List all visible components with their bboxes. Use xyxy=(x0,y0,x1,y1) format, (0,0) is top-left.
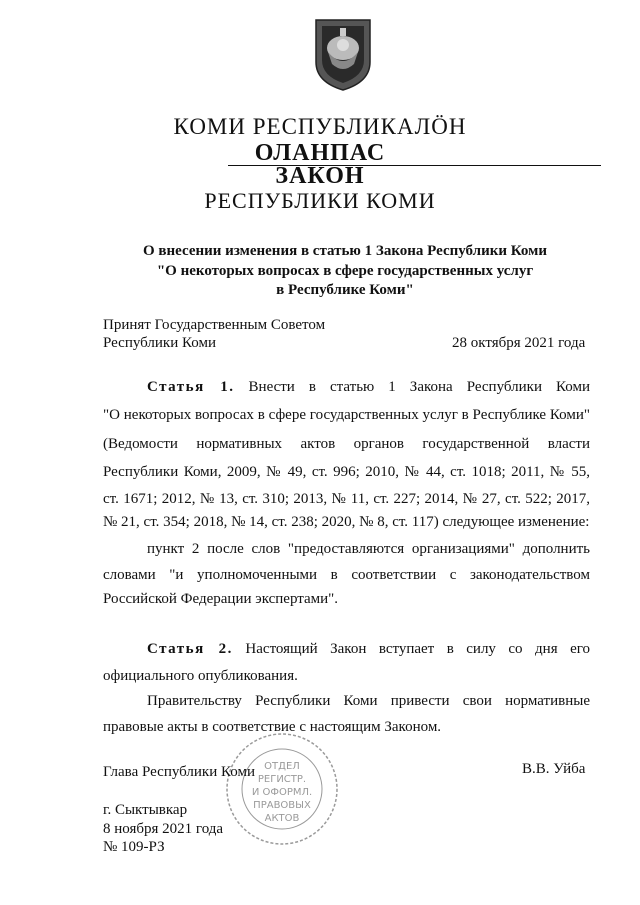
article1-line-4: Республики Коми, 2009, № 49, ст. 996; 2010, № 44, ст. 1018; 2011, № 55, xyxy=(103,464,590,480)
article1-point-line-2: словами "и уполномоченными в соответствии с законодательством xyxy=(103,567,590,583)
article1-line-1-text: Внести в статью 1 Закона Республики Коми xyxy=(248,379,590,395)
signature-name: В.В. Уйба xyxy=(522,761,586,777)
svg-text:РЕГИСТР.: РЕГИСТР. xyxy=(257,774,307,785)
article1-label: Статья 1. xyxy=(147,379,235,395)
law-title-line-3: в Республике Коми" xyxy=(276,282,414,298)
header-olanpas: ОЛАНПАС xyxy=(254,140,386,166)
svg-text:ОТДЕЛ: ОТДЕЛ xyxy=(264,761,300,772)
article1-point-line-3: Российской Федерации экспертами". xyxy=(103,591,339,607)
footer-city: г. Сыктывкар xyxy=(103,802,188,818)
article2-line-1-text: Настоящий Закон вступает в силу со дня его xyxy=(245,641,590,657)
footer-law-number: № 109-РЗ xyxy=(103,839,165,855)
adoption-line-1: Принят Государственным Советом xyxy=(103,317,326,333)
header-respubliki: РЕСПУБЛИКИ КОМИ xyxy=(204,188,436,213)
article1-point-line-1: пункт 2 после слов "предоставляются организациями" дополнить xyxy=(147,541,590,557)
article2-gov-line-1: Правительству Республики Коми привести свои нормативные xyxy=(147,693,590,709)
coat-of-arms-emblem xyxy=(314,18,372,92)
header-zakon: ЗАКОН xyxy=(275,163,365,189)
article1-line-3: (Ведомости нормативных актов органов государственной власти xyxy=(103,436,590,452)
footer-date: 8 ноября 2021 года xyxy=(103,821,224,837)
svg-text:И ОФОРМЛ.: И ОФОРМЛ. xyxy=(251,787,313,798)
article2-line-2: официального опубликования. xyxy=(103,668,298,684)
law-title-line-2: "О некоторых вопросах в сфере государственных услуг xyxy=(156,263,534,279)
adoption-date: 28 октября 2021 года xyxy=(452,335,586,351)
article2-label: Статья 2. xyxy=(147,641,233,657)
svg-text:ПРАВОВЫХ: ПРАВОВЫХ xyxy=(253,800,311,811)
article1-line-1 xyxy=(147,378,590,397)
article1-line-5: ст. 1671; 2012, № 13, ст. 310; 2013, № 11, ст. 227; 2014, № 27, ст. 522; 2017, xyxy=(103,491,590,507)
header-komi-line: КОМИ РЕСПУБЛИКАЛӦН xyxy=(173,114,467,139)
svg-text:АКТОВ: АКТОВ xyxy=(264,813,300,824)
signature-position: Глава Республики Коми xyxy=(103,764,255,780)
article2-line-1 xyxy=(147,640,590,659)
adoption-line-2: Республики Коми xyxy=(103,335,216,351)
article1-line-2: "О некоторых вопросах в сфере государственных услуг в Республике Коми" xyxy=(103,407,590,423)
official-stamp-seal xyxy=(224,731,340,847)
article2-gov-line-2: правовые акты в соответствие с настоящим Законом. xyxy=(103,719,442,735)
law-title-line-1: О внесении изменения в статью 1 Закона Республики Коми xyxy=(143,243,547,259)
article1-line-6: № 21, ст. 354; 2018, № 14, ст. 238; 2020, № 8, ст. 117) следующее изменение: xyxy=(103,514,590,530)
